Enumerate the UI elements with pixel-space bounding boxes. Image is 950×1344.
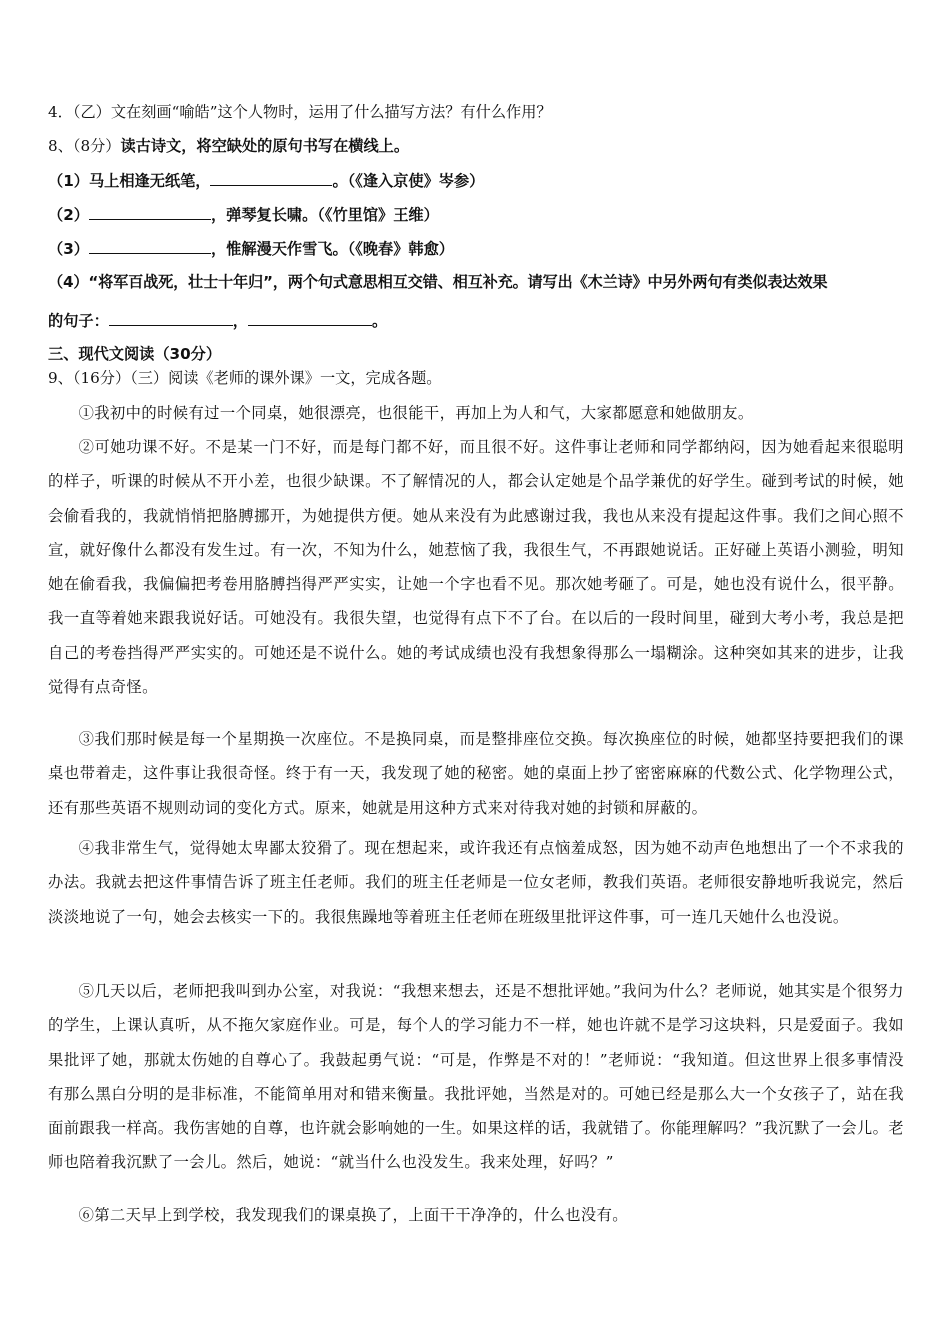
- question-9-header: 9、（16分）（三）阅读《老师的课外课》一文，完成各题。: [48, 369, 442, 387]
- passage-paragraph-4: ④我非常生气，觉得她太卑鄙太狡猾了。现在想起来，或许我还有点恼羞成怒，因为她不动声色地想出了一个不求我的办法。我就去把这件事情告诉了班主任老师。我们的班主任老师是一位女老师，教我们英语。老师很安静地听我说完，然后淡淡地说了一句，她会去核实一下的。我很焦躁地等着班主任老师在班级里批评这件事，可一连几天她什么也没说。: [48, 839, 904, 926]
- answer-blank[interactable]: [210, 170, 332, 186]
- question-8-item-2: （2） ，弹琴复长啸。（《竹里馆》王维）: [48, 206, 439, 224]
- passage-paragraph-5: ⑤几天以后，老师把我叫到办公室，对我说：“我想来想去，还是不想批评她。”我问为什么？老师说，她其实是个很努力的学生，上课认真听，从不拖欠家庭作业。可是，每个人的学习能力不一样，她也许就不是学习这块料，只是爱面子。我如果批评了她，那就太伤她的自尊心了。我鼓起勇气说：“可是，作弊是不对的！”老师说：“我知道。但这世界上很多事情没有那么黑白分明的是非标准，不能简单用对和错来衡量。我批评她，当然是对的。可她已经是那么大一个女孩子了，站在我面前跟我一样高。我伤害她的自尊，也许就会影响她的一生。如果这样的话，我就错了。你能理解吗？”我沉默了一会儿。老师也陪着我沉默了一会儿。然后，她说：“就当什么也没发生。我来处理，好吗？”: [48, 982, 904, 1172]
- question-8-header: [48, 136, 409, 156]
- answer-blank[interactable]: [248, 310, 372, 326]
- question-8-item-4-line-1: （4）“将军百战死，壮士十年归”，两个句式意思相互交错、相互补充。请写出《木兰诗》中另外两句有类似表达效果: [48, 273, 828, 291]
- question-4: 4．（乙）文在刻画“喻皓”这个人物时，运用了什么描写方法？有什么作用？: [48, 103, 552, 121]
- question-8-number: 8、（8分）: [48, 137, 121, 155]
- question-8-item-3: （3） ，惟解漫天作雪飞。（《晚春》韩愈）: [48, 240, 454, 258]
- answer-blank[interactable]: [89, 238, 211, 254]
- passage-paragraph-1: ①我初中的时候有过一个同桌，她很漂亮，也很能干，再加上为人和气，大家都愿意和她做朋友。: [78, 404, 754, 422]
- section-3-title: 三、现代文阅读（30分）: [48, 345, 222, 363]
- answer-blank[interactable]: [109, 310, 233, 326]
- question-8-item-1: （1）马上相逢无纸笔， 。（《逢入京使》岑参）: [48, 172, 485, 190]
- passage-paragraph-3: ③我们那时候是每一个星期换一次座位。不是换同桌，而是整排座位交换。每次换座位的时候，她都坚持要把我们的课桌也带着走，这件事让我很奇怪。终于有一天，我发现了她的秘密。她的桌面上抄了密密麻麻的代数公式、化学物理公式，还有那些英语不规则动词的变化方式。原来，她就是用这种方式来对待我对她的封锁和屏蔽的。: [48, 730, 904, 817]
- question-8-instruction: 读古诗文，将空缺处的原句书写在横线上。: [120, 137, 410, 155]
- question-8-item-4-line-2: 的句子： ， 。: [48, 312, 388, 330]
- answer-blank[interactable]: [89, 204, 211, 220]
- passage-paragraph-2: ②可她功课不好。不是某一门不好，而是每门都不好，而且很不好。这件事让老师和同学都纳闷，因为她看起来很聪明的样子，听课的时候从不开小差，也很少缺课。不了解情况的人，都会认定她是个品学兼优的好学生。碰到考试的时候，她会偷看我的，我就悄悄把胳膊挪开，为她提供方便。她从来没有为此感谢过我，我也从来没有提起这件事。我们之间心照不宣，就好像什么都没有发生过。有一次，不知为什么，她惹恼了我，我很生气，不再跟她说话。正好碰上英语小测验，明知她在偷看我，我偏偏把考卷用胳膊挡得严严实实，让她一个字也看不见。那次她考砸了。可是，她也没有说什么，很平静。我一直等着她来跟我说好话。可她没有。我很失望，也觉得有点下不了台。在以后的一段时间里，碰到大考小考，我总是把自己的考卷挡得严严实实的。可她还是不说什么。她的考试成绩也没有我想象得那么一塌糊涂。这种突如其来的进步，让我觉得有点奇怪。: [48, 438, 904, 697]
- passage-paragraph-6: ⑥第二天早上到学校，我发现我们的课桌换了，上面干干净净的，什么也没有。: [78, 1206, 628, 1224]
